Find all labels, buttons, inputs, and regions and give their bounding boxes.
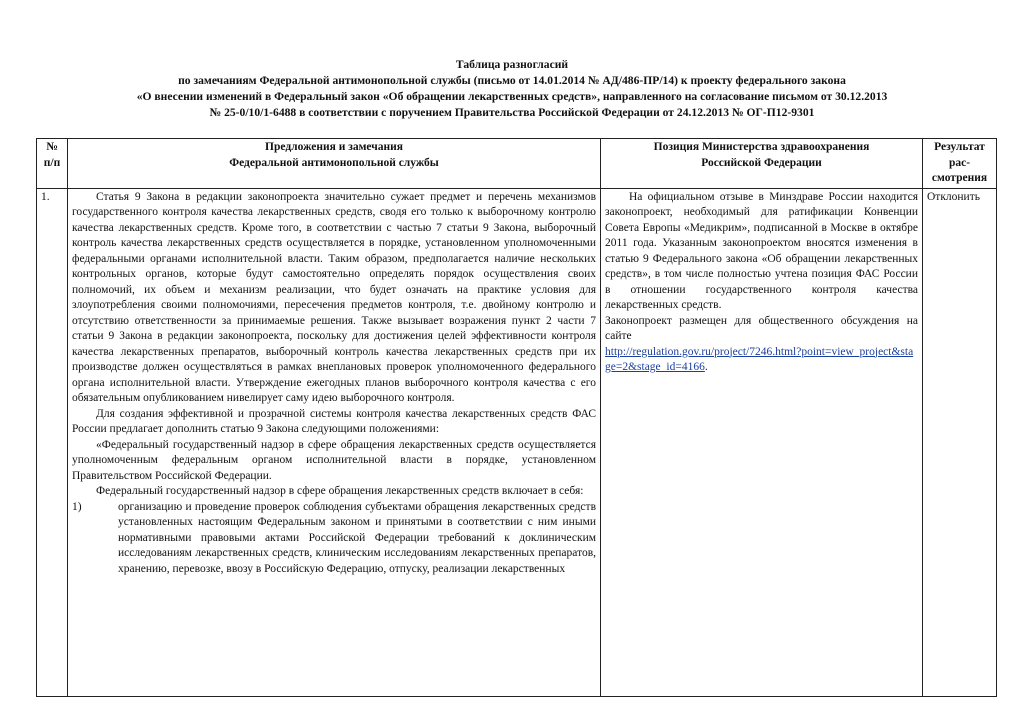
header-proposals-line2: Федеральной антимонопольной службы [229, 156, 439, 169]
result-value: Отклонить [927, 190, 980, 203]
position-paragraph-1: На официальном отзыве в Минздраве России находится законопроект, необходимый для ратификации Конвенции Совета Европы «Медикрим», подписанной в Москве в октябре 2011 года. Указанным законопроектом вносятся изменения в статью 9 Федерального закона «Об обращении лекарственных средств», в том числе полностью учтена позиция ФАС России в отношении государственного контроля качества лекарственных средств. [605, 190, 918, 311]
title-line-2: по замечаниям Федеральной антимонопольной службы (письмо от 14.01.2014 № АД/486-ПР/14) к проекту федерального закона [178, 74, 846, 87]
header-result [923, 139, 997, 189]
result-cell [923, 188, 997, 696]
header-position-line1: Позиция Министерства здравоохранения [653, 141, 870, 153]
header-position-line2: Российской Федерации [701, 156, 822, 169]
position-cell [601, 188, 923, 696]
list-item-number: 1) [72, 500, 82, 513]
header-ministry-position [601, 139, 923, 189]
document-title [60, 57, 964, 121]
regulation-link[interactable]: http://regulation.gov.ru/project/7246.html?point=view_project&stage=2&stage_id=4166 [605, 345, 914, 373]
list-item-text: организацию и проведение проверок соблюдения субъектами обращения лекарственных средств установленных настоящим Федеральным законом и принятыми в соответствии с ним иными нормативными правовыми актами Российской Федерации требований к доклиническим исследованиям лекарственных средств, клиническим исследованиям лекарственных препаратов, хранению, перевозке, ввозу в Российскую Федерацию, отпуску, реализации лекарственных [118, 500, 596, 575]
table-row [37, 188, 997, 696]
link-suffix: . [704, 361, 708, 373]
row-number: 1. [41, 190, 50, 203]
proposal-paragraph-3: «Федеральный государственный надзор в сфере обращения лекарственных средств осуществляется уполномоченным федеральным органом исполнительной власти в порядке, установленном Правительством Российской Федерации. [72, 438, 596, 482]
header-proposals [68, 139, 601, 189]
proposal-paragraph-4: Федеральный государственный надзор в сфере обращения лекарственных средств включает в себя: [96, 485, 584, 497]
proposal-cell [68, 188, 601, 696]
proposal-paragraph-1: Статья 9 Закона в редакции законопроекта значительно сужает предмет и перечень механизмов государственного контроля качества лекарственных средств, сводя его только к выборочному контролю качества лекарственных средств. Кроме того, в соответствии с частью 7 статьи 9 Закона, выборочный контроль качества лекарственных средств осуществляется в порядке, установленном уполномоченными федеральными органами исполнительной власти. Таким образом, предполагается наличие нескольких контрольных органов, которые будут самостоятельно определять порядок осуществления своих полномочий, их объем и механизм реализации, что будет означать на практике условия для злоупотребления своими полномочиями, пересечения предметов контроля, т.е. двойному контролю и отсутствию ответственности за принимаемые решения. Также вызывает возражения пункт 2 части 7 статьи 9 Закона в редакции законопроекта, поскольку для достижения целей эффективности контроля качества лекарственных препаратов, выборочный контроль качества лекарственных средств при их производстве должен осуществляться в рамках внеплановых проверок уполномоченного федерального органа исполнительной власти. Утверждение ежегодных планов выборочного контроля качества с его обязательным опубликованием нивелирует саму идею выборочного контроля. [72, 190, 596, 404]
header-result-line2: смотрения [931, 172, 988, 184]
position-paragraph-2: Законопроект размещен для общественного обсуждения на сайте [605, 314, 918, 342]
header-result-line1: Результат рас- [934, 141, 985, 169]
proposal-paragraph-2: Для создания эффективной и прозрачной системы контроля качества лекарственных средств ФАС России предлагает дополнить статью 9 Закона следующими положениями: [72, 407, 596, 435]
header-number-line2: п/п [43, 156, 61, 169]
title-line-1: Таблица разногласий [455, 58, 569, 71]
header-number-line1: № [46, 141, 58, 153]
header-number [37, 139, 68, 189]
header-proposals-line1: Предложения и замечания [265, 141, 403, 153]
table-header-row [37, 139, 997, 189]
disagreements-table [36, 138, 997, 697]
proposal-list-item-1 [72, 500, 596, 578]
title-line-4: № 25-0/10/1-6488 в соответствии с поручением Правительства Российской Федерации от 24.12.2013 № ОГ-П12-9301 [209, 106, 815, 119]
title-line-3: «О внесении изменений в Федеральный закон «Об обращении лекарственных средств», направленного на согласование письмом от 30.12.2013 [136, 90, 888, 103]
row-number-cell [37, 188, 68, 696]
